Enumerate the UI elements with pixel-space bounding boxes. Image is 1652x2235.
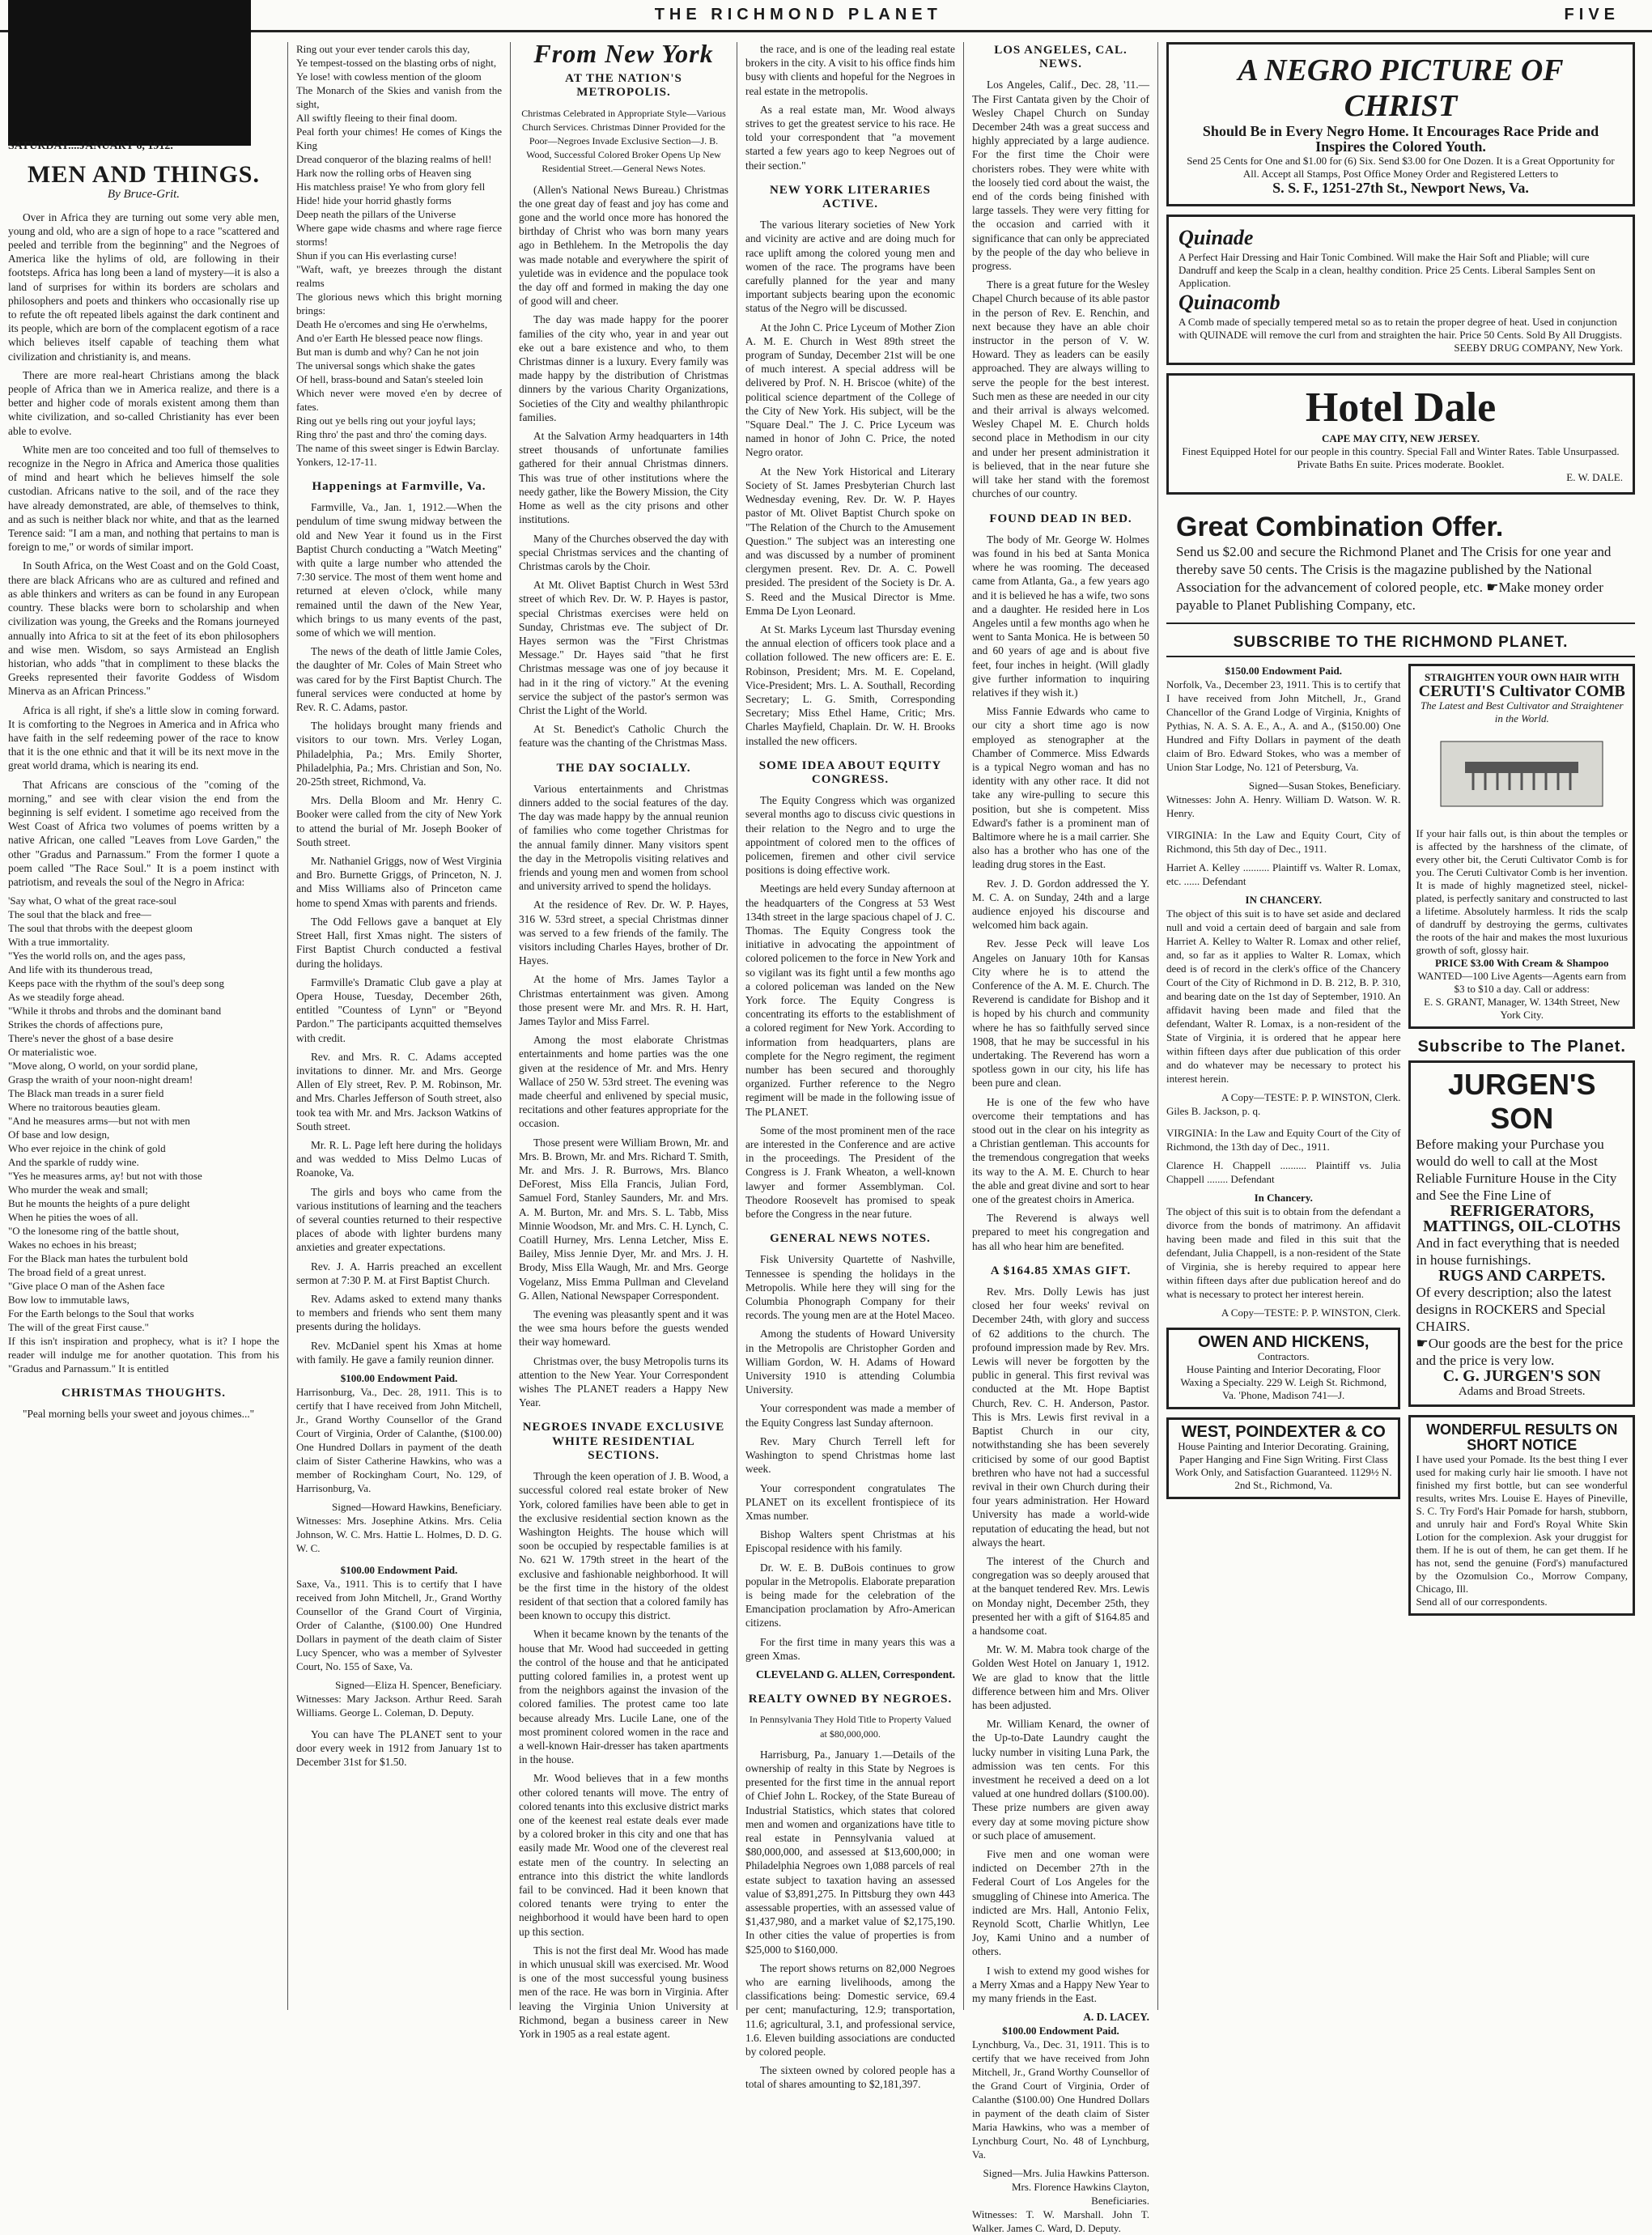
paragraph: Mr. W. M. Mabra took charge of the Golden West Hotel on January 1, 1912. We are glad to know that the little difference between him and Mrs. Oliver has been adjusted. [972,1643,1149,1711]
ad-text: And in fact everything that is needed in house furnishings. [1416,1235,1620,1268]
section-heading-realty: REALTY OWNED BY NEGROES. [748,1693,953,1706]
paragraph: Rev. Mrs. Dolly Lewis has just closed her four weeks' revival on December 24th, with glory and success of 62 additions to the church. The profound impression made by Rev. Mrs. Lewis will never be forgotten by the public in general. This first revival was conducted at the Mt. Hope Baptist Church, Rev. C. H. Anderson, Pastor. This is Mrs. Lewis first revival in a Baptist Church in our city, notwithstanding she has been severely criticised by some of our good Baptist brethren who have not had a successful revival in their own Church during their four years administration. Her Howard University has made a world-wide reputation of educating the head, but not always the heart. [972,1285,1149,1549]
poem-line: The universal songs which shake the gates [296,359,475,372]
paragraph: Fisk University Quartette of Nashville, Tennessee is spending the holidays in the Metropolis. While here they will sing for the Columbia Phonograph Company for their records. The young men are at the Hotel Maceo. [745,1253,955,1322]
column-5 [963,42,1157,2235]
subscribe-richmond-planet: SUBSCRIBE TO THE RICHMOND PLANET. [1166,635,1635,657]
ad-text: Send us $2.00 and secure the Richmond Planet and The Crisis for one year and thereby save 50 cents. The Crisis is the magazine published by the National Association for the advancement of colored people, etc. ☛Make money order payable to Planet Publishing Company, etc. [1176,544,1612,613]
notice-heading: $100.00 Endowment Paid. [1002,2025,1119,2037]
paragraph: The report shows returns on 82,000 Negroes who are earning livelihoods, among the classifications being: Domestic service, 69.4 per cent; manufacturing, 12.9; transportation, 11.6; agricultural, 3.1, and professional service, 1.6. Eleven building associations are conducted by colored people. [745,1961,955,2059]
paragraph: Mr. Wood believes that in a few months other colored tenants will move. The entry of colored tenants into this exclusive district marks one of the keenest real estate deals ever made by a colored broker in this city and one that has easily made Mr. Wood one of the cleverest real estate men of the country. In selecting an entrance into this district the white landlords fail to be convinced. Had it been known that colored tenants were trying to enter the neighborhood it would have been hard to open up this section. [519,1772,728,1938]
paragraph: Christmas over, the busy Metropolis turns its attention to the New Year. Your Correspondent wishes The PLANET readers a Happy New Year. [519,1354,728,1409]
paragraph: The Odd Fellows gave a banquet at Ely Street Hall, first Xmas night. The sisters of First Baptist Church conducted a festival during the holidays. [296,915,502,970]
paragraph: At the John C. Price Lyceum of Mother Zion A. M. E. Church in West 89th street the program of Sunday, December 21st will be one of much interest. A special address will be delivered by Prof. N. H. Briscoe (white) of the political science department of the College of the City of New York. His subject, will be the "Square Deal." The J. C. Price Lyceum was named in honor of John C. Price, the noted Negro orator. [745,321,955,459]
ad-title: Great Combination Offer. [1176,512,1504,542]
poem-line: But he mounts the heights of a pure delight [8,1197,190,1210]
notice-witnesses: Witnesses: John A. Henry. William D. Watson. W. R. Henry. [1166,793,1401,820]
page-number: FIVE [1564,6,1620,23]
section-heading-negroes-invade: NEGROES INVADE EXCLUSIVE WHITE RESIDENTIAL SECTIONS. [522,1421,725,1462]
ad-address: Adams and Broad Streets. [1458,1385,1586,1399]
poem-line: Dread conqueror of the blazing realms of hell! [296,153,492,165]
paragraph: Farmville's Dramatic Club gave a play at Opera House, Tuesday, December 26th, entitled "Countess of Lynn" or "Beyond Pardon." The participants acquitted themselves with credit. [296,975,502,1044]
poem-line: Keeps pace with the rhythm of the soul's deep song [8,977,224,990]
column-6-lower [1166,664,1635,1624]
legal-notices [1166,664,1400,1624]
section-heading-general-news: GENERAL NEWS NOTES. [770,1232,931,1246]
article-deck: In Pennsylvania They Hold Title to Property Valued at $80,000,000. [749,1714,952,1740]
paragraph: The holidays brought many friends and visitors to our town. Mrs. Verley Logan, Philadelphia, Pa.; Mrs. Emily Shorter, Philadelphia, Pa.; Mrs. Christian and Son, No. 20-25th street, Richmond, Va. [296,720,502,788]
poem-line: The name of this sweet singer is Edwin Barclay. [296,442,499,454]
paragraph: For the first time in many years this was a green Xmas. [745,1635,955,1662]
poem-line: Grasp the wraith of your noon-night dream! [8,1073,193,1086]
poem-line: The glorious news which this bright morning brings: [296,291,502,317]
paragraph: Miss Fannie Edwards who came to our city a short time ago is now employed as stenographer at the Chamber of Commerce. Miss Edwards is a typical Negro woman and has no identity with any other race. It did not take any wire-pulling to secure this position, but she is competent. Miss Edward's father is a prominent man of Baltimore where he is a mail carrier. She also has a brother who has one of the leading drug stores in the East. [972,705,1149,871]
ad-text: Of every description; also the latest designs in ROCKERS and Special CHAIRS. [1416,1285,1612,1335]
article-byline: By Bruce-Grit. [107,188,180,202]
poem-line: Deep neath the pillars of the Universe [296,208,457,220]
ad-order-text: Send 25 Cents for One and $1.00 for (6) Six. Send $3.00 for One Dozen. It is a Great Opportunity for All. Accept all Stamps, Post Office Money Order and Registered Letters to [1187,155,1615,180]
poem-line: The soul that the black and free— [8,908,151,921]
notice-signature: Signed—Eliza H. Spencer, Beneficiary. [335,1678,502,1691]
article-title-men-and-things: MEN AND THINGS. [28,161,260,189]
poem-line: Ring out your ever tender carols this day, [296,43,470,55]
paragraph: Africa is all right, if she's a little slow in coming forward. It is comforting to the Negroes in America and in Africa who have faith in the self redeeming power of the race to know that it is the one ethnic and that it will be its next move in the great world drama, which is nearing its end. [8,703,279,772]
section-heading-los-angeles: LOS ANGELES, CAL. NEWS. [994,44,1128,71]
notice-witnesses: Witnesses: Mary Jackson. Arthur Reed. Sarah Williams. George L. Coleman, D. Deputy. [296,1692,502,1719]
ad-title: Quinacomb [1178,291,1280,314]
paragraph: Various entertainments and Christmas dinners added to the social features of the day. The day was made happy by the annual reunion of families who come together Christmas for the annual family dinner. Many visitors spent the day in the Metropolis visiting relatives and friends and young men and women from school and university arrived to spend the holidays. [519,782,728,893]
ad-sub: The Latest and Best Cultivator and Straightener in the World. [1420,699,1624,725]
poem-line: For the Black man hates the turbulent bold [8,1252,189,1265]
paragraph: Rev. and Mrs. R. C. Adams accepted invitations to dinner. Mr. and Mrs. George Allen of Ely street, Rev. P. M. Robinson, Mr. and Mrs. Charles Jefferson of South street, also took tea with Mr. and Mrs. Jackson Watkins of South street. [296,1050,502,1132]
ad-negro-picture-of-christ [1166,42,1635,206]
article-title-from-new-york: From New York [533,39,714,68]
ad-title: A NEGRO PICTURE OF CHRIST [1238,53,1564,123]
paragraph: The Equity Congress which was organized several months ago to discuss civic questions in their relation to the Negro and to urge the appointment of colored men to the offices of policemen, firemen and other civil service positions is doing effective work. [745,794,955,877]
poem-line: Ring thro' the past and thro' the coming days. [296,428,487,440]
ad-title: Hotel Dale [1305,385,1497,431]
article-subtitle: AT THE NATION'S METROPOLIS. [565,72,682,100]
ad-items: RUGS AND CARPETS. [1438,1267,1606,1285]
paragraph: In South Africa, on the West Coast and on the Gold Coast, there are black Africans who are as cultured and refined and as able thinkers and writers as can be found in any European country. These blacks were born to scholarship and when civilization was young, the Greeks and the Romans journeyed annually into Africa to sit at the feet of its ebon philosophers and wise men. Wisdom, so says Armistead an English historian, who adds "that in compliment to these blacks the Greeks represented their favorite Goddess of Wisdom Minerva as an African Princess." [8,559,279,698]
paragraph: Many of the Churches observed the day with special Christmas services and the chanting of Christmas carols by the Choir. [519,532,728,572]
poem-line: Yonkers, 12-17-11. [296,456,377,468]
poem-line: The broad field of a great unrest. [8,1266,147,1279]
paragraph: When it became known by the tenants of the house that Mr. Wood had succeeded in getting the control of the house and that he anticipated putting colored families in, a protest went up from the neighbors against the invasion of the colored families. The protest came too late because already Mrs. Lucile Lane, one of the most prominent colored women in the race and a well-known Hair-dresser has taken apartments in the house. [519,1628,728,1766]
paragraph: Farmville, Va., Jan. 1, 1912.—When the pendulum of time swung midway between the old and New Year it found us in the First Baptist Church conducting a "Watch Meeting" with quite a large number who attended the 7:30 service. The most of them went home and returned at eleven o'clock, while many remained until the dawn of the New Year, which brings to us many events of the past, some of which we will mention. [296,501,502,639]
section-heading-day-socially: THE DAY SOCIALLY. [556,761,691,775]
notice-body: Harrisonburg, Va., Dec. 28, 1911. This is to certify that I have received from John Mitchell, Jr., Grand Worthy Counsellor of the Grand Court of Virginia, Order of Calanthe, ($100.00) One Hundred Dollars in payment of the death claim of Sister Catherine Hawkins, who was a member of Rockingham Court, No. 129, of Harrisonburg, Va. [296,1385,502,1494]
poem-line: Which never were moved e'en by decree of fates. [296,387,502,413]
ad-owen-and-hickens [1166,1328,1400,1409]
column-7-advertisements [1408,664,1635,1624]
chancery-notice-chappell [1166,1126,1400,1319]
paragraph: At St. Marks Lyceum last Thursday evening the annual election of officers took place and a collation followed. The new officers are: E. E. Robinson, President; Mrs. M. E. Copeland, Vice-President; Mrs. L. A. Southall, Recording Secretary; L. G. Smith, Corresponding Secretary; Miss Ethel Hame, Critic; Mrs. Charles Mayfield, Chaplain. Dr. W. H. Brooks installed the new officers. [745,622,955,747]
paragraph: White men are too conceited and too full of themselves to recognize in the Negro in Africa and America those qualities of mind and heart which he believes himself the sole custodian. Africans native to the soil, and of the race they have already demonstrated, are able, of themselves to think, and as such is neither black nor white, and that as the learned Terence said: "I am a man, and nothing that pertains to man is foreign to me," or words of similar import. [8,443,279,554]
paragraph: At the New York Historical and Literary Society of St. James Presbyterian Church last Wednesday evening, Rev. Dr. W. P. Hayes pastor of Mt. Olivet Baptist Church spoke on "The Relation of the Church to the Amusement Question." The subject was an interesting one and was discussed by a number of prominent clergymen present. Rev. Dr. A. C. Powell presided. The president of the Society is Dr. A. S. Reed and the Musical Director is Mme. Emma De Lyon Leonard. [745,465,955,617]
notice-line: A Copy—TESTE: P. P. WINSTON, Clerk. [1221,1091,1401,1104]
poem-line: Peal forth your chimes! He comes of Kings the King [296,125,502,151]
paragraph: There are more real-heart Christians among the black people of Africa than we in America realize, and there is a better and higher code of morals existent among them than white civilization, and so-called Christianity has ever been able to evolve. [8,368,279,437]
section-heading-equity-congress: SOME IDEA ABOUT EQUITY CONGRESS. [758,758,942,786]
paragraph: At the home of Mrs. James Taylor a Christmas entertainment was given. Among those present were Mr. and Mrs. R. H. Hart, James Taylor and Miss Farrel. [519,973,728,1027]
paragraph: The news of the death of little Jamie Coles, the daughter of Mr. Coles of Main Street who was cared for by the First Baptist Church. The funeral services were conducted at home by Rev. R. C. Adams, pastor. [296,645,502,714]
poem-line: His matchless praise! Ye who from glory fell [296,181,486,193]
notice-signature: Signed—Susan Stokes, Beneficiary. [1248,780,1401,792]
ad-agents: WANTED—100 Live Agents—Agents earn from $3 to $10 a day. Call or address: [1417,970,1627,996]
notice-body: Lynchburg, Va., Dec. 31, 1911. This is to certify that we have received from John Mitchell, Jr., Grand Worthy Counsellor of the Grand Court of Virginia, Order of Calanthe ($100.00) One Hundred Dollars in payment of the death claim of Sister Maria Hawkins, who was a member of Lynchburg Court, No. 48 of Lynchburg, Va. [972,2038,1149,2161]
paragraph: Rev. Adams asked to extend many thanks to members and friends who sent them many presents during the holidays. [296,1292,502,1333]
poem-line: "Yes the world rolls on, and the ages pass, [8,950,186,962]
poem-line: And o'er Earth He blessed peace now flings. [296,332,483,344]
notice-line: IN CHANCERY. [1245,894,1322,907]
poem-line: Who ever rejoice in the chink of gold [8,1142,166,1155]
notice-signature: Signed—Howard Hawkins, Beneficiary. [332,1500,502,1513]
ad-text: House Painting and Interior Decorating. Graining, Paper Hanging and Fine Sign Writing. First Class Work Only, and Satisfaction Guaranteed. 1129½ N. 2nd St., Richmond, Va. [1174,1440,1392,1492]
column-1 [0,42,287,2010]
paragraph: Meetings are held every Sunday afternoon at the headquarters of the Congress at 53 West 134th street in the large spacious chapel of J. C. Thomas. The Equity Congress took the initiative in advocating the appointment of colored policemen to the force in New York and so vigilant was its fight until a few months ago a colored policeman was landed on the New York force. The Equity Congress is concentrating its efforts to the establishment of a colored regiment for New York. According to information from headquarters, plans are complete for the Negro regiment, the regiment number has been secured and thoroughly organized. Further reference to the Negro regiment will be made in the following issue of The PLANET. [745,882,955,1118]
poem-line: "And he measures arms—but not with men [8,1115,190,1128]
ad-signature: C. G. JURGEN'S SON [1442,1367,1601,1386]
poem-line: And the sparkle of ruddy wine. [8,1156,139,1169]
ad-signature: E. W. DALE. [1566,471,1623,483]
comb-illustration-icon [1425,725,1619,822]
ad-title: WEST, POINDEXTER & CO [1181,1423,1386,1442]
endowment-notice [1166,664,1400,820]
ad-text: ☛Our goods are the best for the price and the price is very low. [1416,1336,1623,1369]
poem-line: Hark now the rolling orbs of Heaven sing [296,167,472,179]
poem-line: Wakes no echoes in his breast; [8,1239,137,1251]
article-deck: Christmas Celebrated in Appropriate Style—Various Church Services. Christmas Dinner Provided for the Poor—Negroes Invade Exclusive Section—J. B. Wood, Successful Colored Broker Opens Up New Residential Street.—General News Notes. [521,107,726,175]
notice-line: Giles B. Jackson, p. q. [1166,1105,1261,1118]
poem-line: Of hell, brass-bound and Satan's steeled loin [296,373,483,385]
ad-title: WONDERFUL RESULTS ON SHORT NOTICE [1426,1421,1618,1454]
column-4 [737,42,963,2091]
poem-line: The soul that throbs with the deepest gloom [8,922,193,935]
notice-line: VIRGINIA: In the Law and Equity Court of the City of Richmond, the 13th day of Dec., 1911. [1166,1127,1401,1154]
ad-text: A Perfect Hair Dressing and Hair Tonic Combined. Will make the Hair Soft and Pliable; will cure Dandruff and keep the Scalp in a clean, healthy condition. Price 25 Cents. Liberal Samples Sent on Application. [1178,251,1595,289]
poem-line: Ye tempest-tossed on the blasting orbs of night, [296,57,497,69]
poem-line: The Monarch of the Skies and vanish from the sight, [296,84,502,110]
poem-line: Death He o'ercomes and sing He o'erwhelms, [296,318,488,330]
ad-great-combination-offer [1166,503,1635,624]
correspondent-signature: A. D. LACEY. [1083,2011,1149,2024]
paragraph: The evening was pleasantly spent and it was the wee sma hours before the guests wended their way homeward. [519,1308,728,1349]
planet-subscription-note: You can have The PLANET sent to your door every week in 1912 from January 1st to December 31st for $1.50. [296,1727,502,1769]
ad-jurgens-son [1408,1060,1635,1407]
paragraph: At the Salvation Army headquarters in 14th street thousands of unfortunate families gathered for their annual Christmas dinners. This was true of other institutions where the needy gather, like the Bowery Mission, the City Home as well as the city prisons and other institutions. [519,430,728,526]
ad-text: I have used your Pomade. Its the best thing I ever used for making curly hair lie smooth. I have not finished my first bottle, but can see wonderful results, writes Mrs. Louise E. Hayes of Pineville, S. C. Try Ford's Hair Pomade for harsh, stubborn, and unruly hair and Ford's Royal White Skin Lotion for the complexion. Ask your druggist for them. If he is out of them, he can get them. If he has not, send the genuine (Ford's) manufactured by the Ozomulsion Co., Morrow Company, Chicago, Ill. [1416,1453,1628,1596]
notice-line: The object of this suit is to obtain from the defendant a divorce from the bonds of matrimony. An affidavit having been made and filed in this suit that the defendant, Julia Chappell, is a non-resident of the State of Virginia, she is hereby required to appear here within fifteen days after due publication hereof and do what is necessary to protect her interest herein. [1166,1205,1401,1301]
column-3 [510,39,737,2041]
poem-line: Shun if you can His everlasting curse! [296,249,457,261]
paragraph: The sixteen owned by colored people has a total of shares amounting to $2,181,397. [745,2064,955,2091]
paragraph: Rev. McDaniel spent his Xmas at home with family. He gave a family reunion dinner. [296,1339,502,1366]
paragraph: Bishop Walters spent Christmas at his Episcopal residence with his family. [745,1528,955,1555]
ad-text: House Painting and Interior Decorating, Floor Waxing a Specialty. 229 W. Leigh St. Richmond, Va. 'Phone, Madison 741—J. [1180,1363,1387,1402]
paragraph: Dr. W. E. B. DuBois continues to grow popular in the Metropolis. Elaborate preparation is being made for the celebration of the Emancipation proclamation by Afro-American citizens. [745,1561,955,1630]
paragraph: The interest of the Church and congregation was so deeply aroused that at the banquet tendered Rev. Mrs. Lewis on Monday night, December 25th, they presented her with a gift of $164.85 and a handsome coat. [972,1554,1149,1637]
poem-line: "O the lonesome ring of the battle shout, [8,1225,180,1238]
poem-line: Bow low to immutable laws, [8,1294,130,1307]
chancery-notice-kelley [1166,828,1400,1118]
notice-signature: Signed—Mrs. Julia Hawkins Patterson. Mrs. Florence Hawkins Clayton, Beneficiaries. [983,2167,1149,2207]
poem-line: "Move along, O world, on your sordid plane, [8,1060,198,1073]
paragraph: The Reverend is always well prepared to meet his congregation and has all who hear him are benefited. [972,1212,1149,1252]
section-heading-christmas-thoughts: CHRISTMAS THOUGHTS. [62,1387,226,1400]
paragraph: Rev. J. A. Harris preached an excellent sermon at 7:30 P. M. at First Baptist Church. [296,1260,502,1286]
poem-line: But man is dumb and why? Can he not join [296,346,479,358]
paragraph: Rev. J. D. Gordon addressed the Y. M. C. A. on Sunday, 24th and a large audience enjoyed his discourse and welcomed him back again. [972,877,1149,932]
ad-title: CERUTI'S Cultivator COMB [1418,682,1625,701]
ad-place: CAPE MAY CITY, NEW JERSEY. [1321,432,1480,444]
paragraph: Through the keen operation of J. B. Wood, a successful colored real estate broker of New York, colored families have been able to get in the exclusive residential section known as the Washington Heights. The house which will soon be occupied by respectable families is at No. 621 W. 179th street in the heart of the exclusive and fashionable neighborhood. It will be the first time in the history of the oldest resident of that section that a colored family has been known to occupy this district. [519,1470,728,1622]
poem-line: Who murder the weak and small; [8,1183,148,1196]
endowment-notice [296,1371,502,1555]
paragraph: Some of the most prominent men of the race are interested in the Conference and are active in the proceedings. The President of the Congress is J. Frank Wheaton, a well-known lawyer and former Assemblyman. Col. Theodore Roosevelt has promised to speak before the Congress in the near future. [745,1124,955,1221]
ad-tagline: Should Be in Every Negro Home. It Encourages Race Pride and Inspires the Colored Youth. [1202,123,1599,155]
notice-body: Saxe, Va., 1911. This is to certify that I have received from John Mitchell, Jr., Grand Worthy Counsellor of the Grand Court of Virginia, Order of Calanthe, ($100.00) One Hundred Dollars in payment of the death claim of Sister Lucy Spencer, who was a member of Sylvester Court, No. 155 of Saxe, Va. [296,1577,502,1672]
poem-line: With a true immortality. [8,936,109,949]
notice-line: Harriet A. Kelley .......... Plaintiff vs. Walter R. Lomax, etc. ...... Defendant [1166,861,1401,888]
paragraph: Mr. R. L. Page left here during the holidays and was wedded to Miss Delmo Lucas of Roanoke, Va. [296,1138,502,1179]
issue-dateline: SATURDAY....JANUARY 6, 1912. [8,140,173,152]
paragraph: At the residence of Rev. Dr. W. P. Hayes, 316 W. 53rd street, a special Christmas dinner was served to a few friends of the family. The visitors including Charles Hayes, brother of Dr. Hayes. [519,899,728,967]
ad-text: If your hair falls out, is thin about the temples or is affected by the harshness of the climate, of every other bit, the Ceruti Cultivator Comb is for you. The Ceruti Cultivator Comb is her invention. It is made of highly magnetized steel, nickel-plated, is perfectly sanitary and constructed to last a lifetime. Absolutely harmless. It rids the scalp of dandruff by destroying the germs, cultivates the roots of the hair and makes the most luxurious growth of soft, glossy hair. [1416,827,1628,957]
ad-footer: Send all of our correspondents. [1416,1596,1548,1608]
notice-witnesses: Witnesses: T. W. Marshall. John T. Walker. James C. Ward, D. Deputy. [972,2208,1149,2235]
paragraph: The body of Mr. George W. Holmes was found in his bed at Santa Monica where he was rooming. The deceased came from Atlanta, Ga., a few years ago and it is believed he has a wife, two sons and a daughter. He resided here in Los Angeles until a few months ago when he went to Santa Monica. He is between 50 and 60 years of age and is about five feet, four inches in height. (Will gladly give further information to inquiring relatives if they wish it.) [972,533,1149,699]
poem-race-soul [8,894,279,1375]
poem-line: All swiftly fleeing to their final doom. [296,112,457,124]
notice-line: The object of this suit is to have set aside and declared null and void a certain deed of bargain and sale from Harriet A. Kelley to Walter R. Lomax and other relief, and, so far as it applies to Walter R. Lomax, which deed is of record in the clerk's office of the Chancery Court of the City of Richmond in D. B. 212, B. P. 310, and bearing date on the 1st day of September, 1910. An affidavit having been made and filed that the defendant, Walter R. Lomax, is a non-resident of the State of Virginia, it is ordered that he appear here within fifteen days after due publication of this order and do whatever may be necessary to protect his interest herein. [1166,907,1401,1086]
paragraph: Rev. Jesse Peck will leave Los Angeles on January 10th for Kansas City where he is to attend the Conference of the A. M. E. Church. The Reverend is candidate for Bishop and it is hoped by his church and community where he has so faithfully served since 1908, that he may be successful in his undertaking. The Reverend has worn a spotless gown in our city, his life has been pure and clean. [972,937,1149,1090]
correspondent-signature: CLEVELAND G. ALLEN, Correspondent. [755,1668,955,1680]
poem-line: Of base and low design, [8,1128,110,1141]
paragraph: Over in Africa they are turning out some very able men, young and old, who are a sign of hope to a race "scattered and peeled and terrible from the beginning" and the Negroes of America like the hylims of old, are following in their footsteps. Africa has long been a land of mystery—it is also a land of surprises for within its borders are scholars and philosophers and poets and thinkers who occasionally rise up to refute the oft repeated libels against the dark continent and its people, which are born of the complacent egotism of a race which believes itself capable of teaching them what civilization and christianity is, and means. [8,210,279,363]
ad-items: REFRIGERATORS, MATTINGS, OIL-CLOTHS [1423,1202,1621,1236]
ad-title: JURGEN'S SON [1447,1068,1596,1136]
poem-line: There's never the ghost of a base desire [8,1032,174,1045]
paragraph: I wish to extend my good wishes for a Merry Xmas and a Happy New Year to my many friends in the East. [972,1964,1149,2005]
section-heading-xmas-gift: A $164.85 XMAS GIFT. [990,1264,1132,1277]
poem-line: Where no traitorous beauties gleam. [8,1101,161,1114]
paragraph: Your correspondent congratulates The PLANET on its excellent frontispiece of its Xmas number. [745,1481,955,1522]
paragraph: Among the most elaborate Christmas entertainments and home parties was the one given at the residence of Mr. and Mrs. Henry Wallace of 250 W. 53rd street. The evening was made cheerful and enlivened by special music, recitations and other features appropriate for the occasion. [519,1034,728,1130]
paragraph: He is one of the few who have overcome their temptations and has stood out in the clear on his integrity as a Christian gentleman. This accounts for the tremendous congregation that weeks its way to the A. M. E. Church to hear the able and great divine and sort to hear one of the greatest choirs in America. [972,1095,1149,1206]
ad-title: Quinade [1178,226,1254,249]
ad-quinade [1166,215,1635,365]
poem-line: Where gape wide chasms and where rage fierce storms! [296,222,502,248]
poem-line: "While it throbs and throbs and the dominant band [8,1005,222,1018]
paragraph: Mr. Nathaniel Griggs, now of West Virginia and Bro. Burnette Griggs, of Princeton, N. J. and Miss Williams also of Princeton came home to spend Xmas with parents and friends. [296,855,502,909]
ad-signature: SEEBY DRUG COMPANY, New York. [1454,342,1623,354]
notice-heading: $100.00 Endowment Paid. [340,1563,458,1576]
section-heading-found-dead: FOUND DEAD IN BED. [989,512,1132,525]
ad-text: A Comb made of specially tempered metal so as to retain the proper degree of heat. Used in conjunction with QUINADE will remove the curl from and straighten the hair. Price 50 Cents. Sold By All Druggists. [1178,316,1623,341]
notice-line: VIRGINIA: In the Law and Equity Court, City of Richmond, this 5th day of Dec., 1911. [1166,829,1401,856]
poem-line: "Yes he measures arms, ay! but not with those [8,1170,202,1183]
paragraph: (Allen's National News Bureau.) Christmas the one great day of feast and joy has come and gone and the world once more has honored the birthday of Christ who was born many years ago in Bethlehem. In the Metropolis the day was made notable and everywhere the spirit of yuletide was in evidence and the populace took the day off and formed in making the day one of good will and cheer. [519,183,728,308]
poem-line: The will of the great First cause." [8,1321,149,1334]
ad-hotel-dale [1166,373,1635,495]
paragraph: At Mt. Olivet Baptist Church in West 53rd street of which Rev. Dr. W. P. Hayes is pastor, special Christmas exercises were held on Sunday, Christmas eve. The subject of Dr. Hayes sermon was the "First Christmas Message." Dr. Hayes said "that he first Christmas message was one of joy because it had in it the ring of victory." At the evening service the subject of the pastor's sermon was Christ the Light of the World. [519,579,728,716]
endowment-notice [972,2024,1149,2235]
poem-line: When he pities the woes of all. [8,1211,138,1224]
ad-title: OWEN AND HICKENS, [1198,1333,1370,1352]
poem-christmas [296,42,502,469]
paragraph: Mr. William Kenard, the owner of the Up-to-Date Laundry caught the lucky number in visiting Luna Park, the admission was ten cents. For this investment he received a deed on a lot valued at one hundred dollars ($100.00). These prize numbers are given away every day at some moving picture show or such place of amusement. [972,1718,1149,1842]
notice-heading: $100.00 Endowment Paid. [340,1371,458,1384]
poem-line: Hide! hide your horrid ghastly forms [296,194,452,206]
subscribe-to-the-planet: Subscribe to The Planet. [1417,1038,1626,1056]
ad-price: PRICE $3.00 With Cream & Shampoo [1434,957,1609,970]
poem-line: If this isn't inspiration and prophecy, what is it? I hope the reader will indulge me for another quotation. This from his "Gradus and Parnassum." It is entitled [8,1335,279,1375]
poem-line: The Black man treads in a surer field [8,1087,164,1100]
poem-line: For the Earth belongs to the Soul that works [8,1307,194,1320]
notice-body: Norfolk, Va., December 23, 1911. This is to certify that I have received from John Mitchell, Jr., Grand Chancellor of the Grand Lodge of Virginia, Knights of Pythias, N. A. S. A. E., A., A. and A., ($150.00) One Hundred and Fifty Dollars in payment of the death claim of Bro. Edward Stokes, who was a member of Union Star Lodge, No. 121 of Petersburg, Va. [1166,678,1401,774]
paragraph: There is a great future for the Wesley Chapel Church because of its able pastor in the person of Rev. E. Renchin, and next because they have an able choir instructor in the person of V. W. Howard. They as leaders can be easily approached. They are always willing to serve the people for the best interest. Such men as these are needed in our city and their arrival is always welcomed. Wesley Chapel M. E. Church holds second place in Methodism in our city and under her present administration it is believed, that in the near future she will take her stand with the foremost churches of our country. [972,278,1149,500]
poem-line: Strikes the chords of affections pure, [8,1018,164,1031]
poem-line: Ring out ye bells ring out your joyful lays; [296,414,476,427]
column-2 [287,42,510,2010]
paragraph: Your correspondent was made a member of the Equity Congress last Sunday afternoon. [745,1402,955,1429]
poem-line: "Give place O man of the Ashen face [8,1280,165,1293]
paragraph: That Africans are conscious of the "coming of the morning," and see with clear vision the end from the beginning is self evident. I sometime ago received from the West Coast of Africa two volumes of poems written by a native African, one called "Leaves from Love Garden," the other "Gradus and Parnassum." From the former I quote a poem called "The Race Soul." It is a poem instinct with patriotism, and reveals the soul of the Negro in Africa: [8,778,279,888]
paragraph: Harrisburg, Pa., January 1.—Details of the ownership of realty in this State by Negroes is presented for the first time in the annual report of Chief John L. Rockey, of the State Bureau of Industrial Statistics, which states that colored men and women and organizations have title to real estate in Pennsylvania valued at $80,000,000, and assessed at $13,600,000; in Philadelphia Negroes own 1,088 parcels of real estate subject to taxation having an assessed value of $3,891,275. In Pittsburg they own 443 assessable properties, with an assessed value of $1,437,980, and a market value of $2,175,190. In other cities the value of properties is from $25,000 to $160,000. [745,1748,955,1956]
ad-west-poindexter [1166,1417,1400,1499]
masthead-title: THE RICHMOND PLANET [654,6,942,23]
ad-address: S. S. F., 1251-27th St., Newport News, Va. [1272,180,1529,196]
paragraph: This is not the first deal Mr. Wood has made in which unusual skill was exercised. Mr. Wood is one of the most successful young business men of the race. He was born in Virginia. After leaving the Virginia Union University at Richmond, began a business career in New York in 1905 as a real estate agent. [519,1944,728,2041]
notice-line: In Chancery. [1254,1192,1313,1205]
poem-line: And life with its thunderous tread, [8,963,153,976]
column-6-advertisements [1157,42,1643,2010]
paragraph: As a real estate man, Mr. Wood always strives to get the greatest service to his race. He told your correspondent that "a movement started a few years ago to keep Negroes out of their section." [745,103,955,172]
ad-sub: Contractors. [1257,1350,1310,1363]
paragraph: At St. Benedict's Catholic Church the feature was the chanting of the Christmas Mass. [519,723,728,750]
paragraph: Those present were William Brown, Mr. and Mrs. B. Brown, Mr. and Mrs. Richard T. Smith, Mr. and Mrs. J. R. Burrows, Mrs. Blanco DeForest, Miss Ella Francis, Julian Ford, Samuel Ford, Stanley Saunders, Mr. and Mrs. A. M. Burton, Mr. and Mrs. S. L. Tabb, Miss Minnie Woodson, Mr. and Mrs. C. H. Lynch, C. Coatill Hurney, Mrs. Lenna Letcher, Miss E. Bailey, Miss Jennie Dyer, Mr. and Mrs. J. H. Brody, Miss Ella Waugh, Mr. and Mrs. George Vogelanz, Miss Emma Pullman and Cleveland G. Allen, National Newspaper Correspondent. [519,1136,728,1302]
paragraph: Among the students of Howard University in the Metropolis are Christopher Gorden and William Gordon, W. H. Adams of Howard University 1910 is attending Columbia University. [745,1328,955,1396]
ad-head: STRAIGHTEN YOUR OWN HAIR WITH [1424,671,1620,684]
paragraph: Five men and one woman were indicted on December 27th in the Federal Court of Los Angeles for the smuggling of Chinese into America. The indicted are Mrs. Hall, Antonio Felix, Reynold Scott, Charlie Whitlyn, Lee Joy, Kami Unino and a number of others. [972,1847,1149,1958]
poem-line: 'Say what, O what of the great race-soul [8,894,177,907]
notice-witnesses: Witnesses: Mrs. Josephine Atkins. Mrs. Celia Johnson, W. C. Mrs. Hattie L. Holmes, D. D. G. W. C. [296,1514,502,1554]
poem-line: "Waft, waft, ye breezes through the distant realms [296,263,502,289]
paragraph: Rev. Mary Church Terrell left for Washington to spend Christmas home last week. [745,1434,955,1476]
poem-line: Or materialistic woe. [8,1046,97,1059]
ad-wonderful-results [1408,1415,1635,1616]
notice-heading: $150.00 Endowment Paid. [1225,665,1342,678]
endowment-notice [296,1563,502,1719]
paragraph: the race, and is one of the leading real estate brokers in the city. A visit to his office finds him busy with clients and hopeful for the Negroes in real estate in the metropolis. [745,43,955,97]
paragraph: Mrs. Della Bloom and Mr. Henry C. Booker were called from the city of New York to attend the burial of Mr. Joseph Booker of South street. [296,794,502,848]
paragraph: The day was made happy for the poorer families of the city who, year in and year out eke out a bare existence and who, to them Christmas dinner is a luxury. Every family was made happy by the distribution of Christmas dinners by the various Charity Organizations, Societies of the City and wealthy philanthropic families. [519,313,728,423]
poem-line: Ye lose! with cowless mention of the gloom [296,70,482,83]
section-heading-literaries: NEW YORK LITERARIES ACTIVE. [769,183,932,211]
ad-text: Finest Equipped Hotel for our people in this country. Special Fall and Winter Rates. Table Unsurpassed. Private Baths En suite. Prices moderate. Booklet. [1182,445,1620,470]
ad-text: Before making your Purchase you would do well to call at the Most Reliable Furniture House in the City and See the Fine Line of [1416,1137,1617,1204]
paragraph: Los Angeles, Calif., Dec. 28, '11.—The First Cantata given by the Choir of Wesley Chapel Church on Sunday December 24th was a great success and highly appreciated by a large audience. For the first time the Choir were choristers robes. They were white with the loosely tied cord about the waist, the end of the cords being finished with large tassels. They were very fitting for the occasion and carried with it significance that can only be appreciated by the people of the day who believe in progress. [972,79,1149,273]
paragraph: The girls and boys who came from the various institutions of learning and the teachers of several counties returned to their respective places of abode with lighter burdens many anxieties and greater expectations. [296,1185,502,1254]
poem-line: As we steadily forge ahead. [8,991,125,1004]
section-heading-farmville: Happenings at Farmville, Va. [312,480,486,493]
notice-line: Clarence H. Chappell .......... Plaintiff vs. Julia Chappell ........ Defendant [1166,1159,1401,1186]
ad-ceruti-comb [1408,664,1635,1029]
notice-line: A Copy—TESTE: P. P. WINSTON, Clerk. [1221,1307,1401,1319]
ad-address: E. S. GRANT, Manager, W. 134th Street, New York City. [1424,996,1620,1022]
paragraph: "Peal morning bells your sweet and joyous chimes..." [23,1408,255,1421]
paragraph: The various literary societies of New York and vicinity are active and are doing much for race uplift among the colored young men and women of the race. The programs have been carefully planned for the year and many important subjects bearing upon the economic status of the Negro will be discussed. [745,219,955,315]
